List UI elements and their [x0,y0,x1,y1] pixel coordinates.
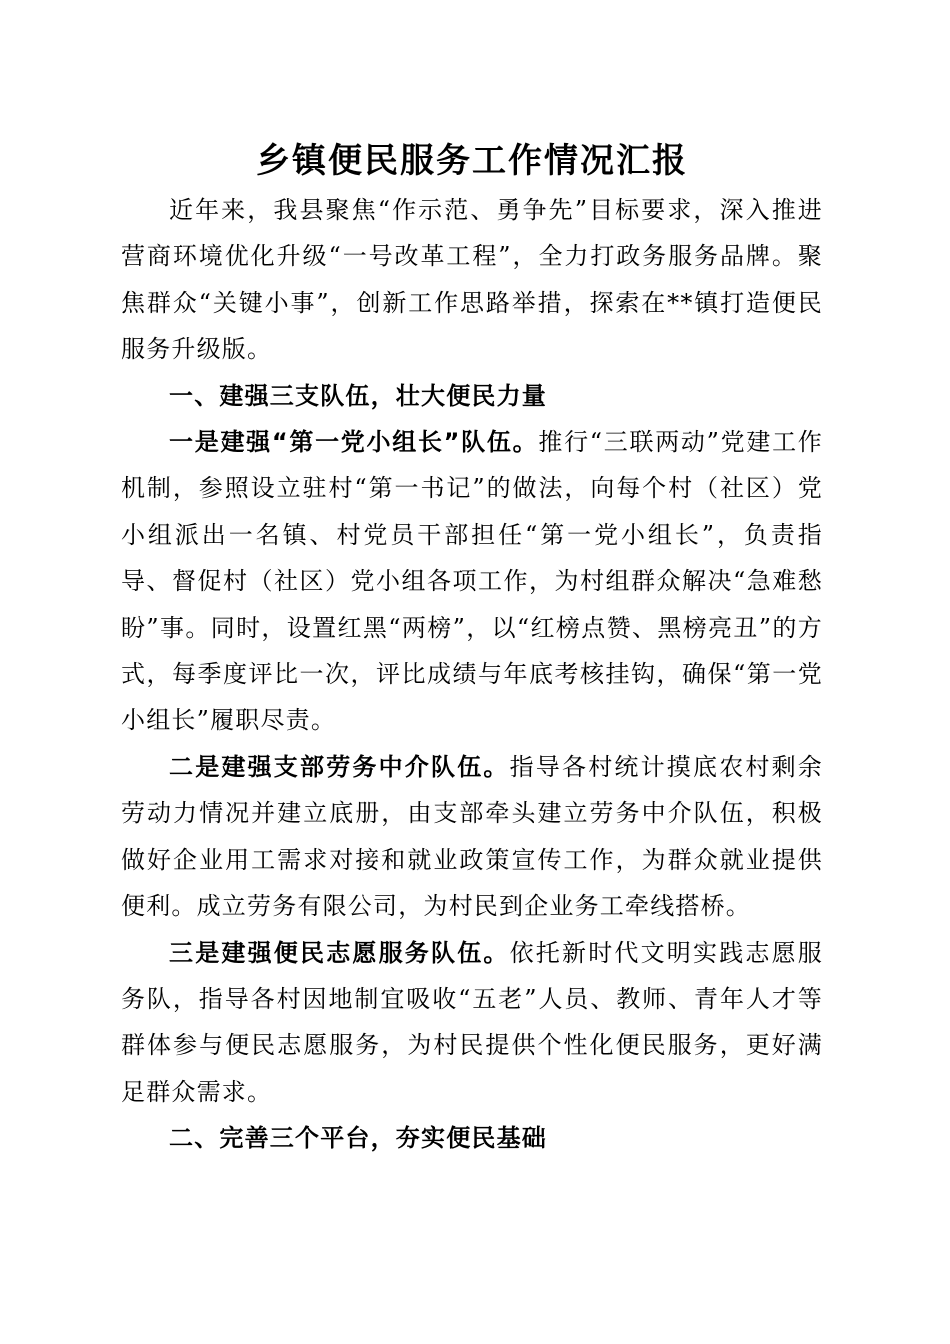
section-2-heading: 二、完善三个平台，夯实便民基础 [169,1124,547,1153]
section-1-item-3 [121,930,823,1116]
item-lead: 二是建强支部劳务中介队伍。 [169,752,510,781]
intro-paragraph: 近年来，我县聚焦“作示范、勇争先”目标要求，深入推进营商环境优化升级“一号改革工程”，全力打政务服务品牌。聚焦群众“关键小事”，创新工作思路举措，探索在**镇打造便民服务升级版。 [121,196,823,364]
item-lead: 一是建强“第一党小组长”队伍。 [169,428,539,457]
document-body [121,135,823,1162]
document-title: 乡镇便民服务工作情况汇报 [256,141,688,181]
item-body: 指导各村统计摸底农村剩余劳动力情况并建立底册，由支部牵头建立劳务中介队伍，积极做好企业用工需求对接和就业政策宣传工作，为群众就业提供便利。成立劳务有限公司，为村民到企业务工牵线搭桥。 [121,752,823,921]
item-body: 依托新时代文明实践志愿服务队，指导各村因地制宜吸收“五老”人员、教师、青年人才等群体参与便民志愿服务，为村民提供个性化便民服务，更好满足群众需求。 [121,938,823,1106]
section-1-item-1 [121,419,823,744]
section-1-heading: 一、建强三支队伍，壮大便民力量 [169,381,547,410]
item-body: 推行“三联两动”党建工作机制，参照设立驻村“第一书记”的做法，向每个村（社区）党小组派出一名镇、村党员干部担任“第一党小组长”，负责指导、督促村（社区）党小组各项工作，为村组群众解决“急难愁盼”事。同时，设置红黑“两榜”，以“红榜点赞、黑榜亮丑”的方式，每季度评比一次，评比成绩与年底考核挂钩，确保“第一党小组长”履职尽责。 [121,428,823,735]
item-lead: 三是建强便民志愿服务队伍。 [169,938,510,967]
section-1-item-2 [121,744,823,930]
